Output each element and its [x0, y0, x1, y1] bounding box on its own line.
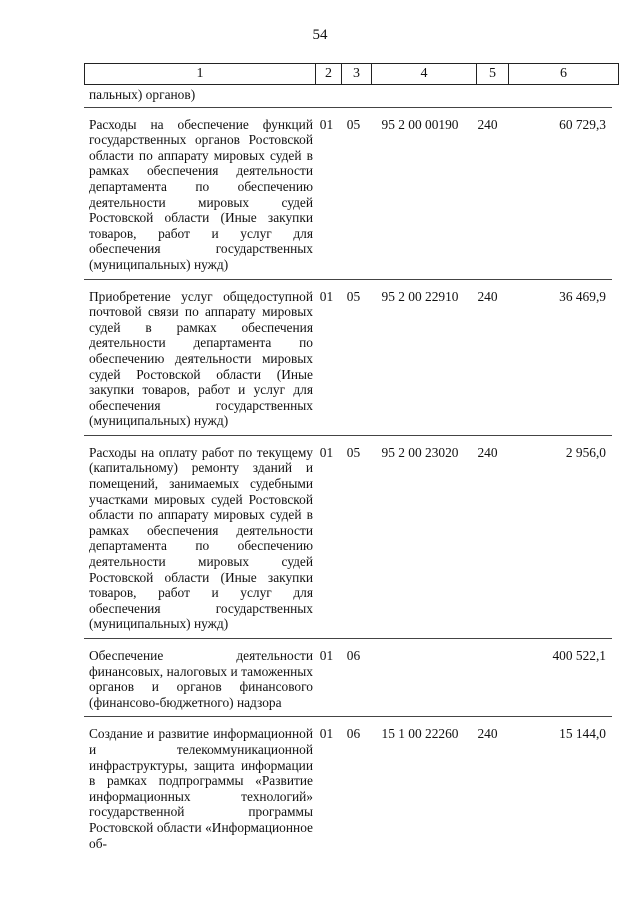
row-description: Расходы на обеспечение функций государственных органов Ростовской области по аппарату мировых судей в рамках обеспечения деятельности департамента по обеспечению деятельности мировых судей Ростовской области (Иные закупки товаров, работ и услуг для обеспечения государственных (муниципальных) нужд)	[89, 116, 313, 272]
header-col-2: 2	[316, 64, 342, 85]
row-pr: 06	[346, 726, 361, 742]
row-amount: 400 522,1	[552, 648, 606, 663]
row-description: Приобретение услуг общедоступной почтовой связи по аппарату мировых судей в рамках обеспечения деятельности департамента по обеспечению деятельности мировых судей Ростовской области (Иные закупки товаров, работ и услуг для обеспечения государственных (муниципальных) нужд)	[89, 288, 313, 429]
row-amount: 15 144,0	[559, 726, 606, 742]
page-number: 54	[312, 27, 328, 43]
row-csr: 95 2 00 23020	[381, 444, 459, 460]
row-csr: 95 2 00 00190	[381, 116, 459, 132]
row-vr: 240	[477, 444, 498, 460]
row-rz: 01	[319, 648, 334, 663]
row-pr: 06	[346, 648, 361, 663]
row-csr: 95 2 00 22910	[381, 288, 459, 304]
table-row	[84, 279, 612, 435]
table-row	[84, 107, 612, 279]
row-vr: 240	[477, 288, 498, 304]
row-amount: 60 729,3	[559, 116, 606, 132]
row-vr	[472, 639, 503, 648]
row-csr: 15 1 00 22260	[381, 726, 459, 742]
row-pr: 05	[346, 116, 361, 132]
row-rz: 01	[319, 288, 334, 304]
row-rz: 01	[319, 726, 334, 742]
header-col-5: 5	[477, 64, 509, 85]
row-vr: 240	[477, 726, 498, 742]
row-amount: 36 469,9	[559, 288, 606, 304]
row-description: Расходы на оплату работ по текущему (капитальному) ремонту зданий и помещений, занимаемых судебными участками мировых судей Ростовской области по аппарату мировых судей в рамках обеспечения деятельности департамента по обеспечению деятельности мировых судей Ростовской области (Иные закупки товаров, работ и услуг для обеспечения государственных (муниципальных) нужд)	[89, 444, 313, 632]
row-description: Обеспечение деятельности финансовых, налоговых и таможенных органов и органов финансового (финансово-бюджетного) надзора	[89, 648, 313, 710]
budget-table	[84, 87, 612, 857]
row-vr: 240	[477, 116, 498, 132]
row-pr: 05	[346, 444, 361, 460]
table-row	[84, 639, 612, 717]
table-row-continuation	[84, 87, 612, 107]
continuation-text: пальных) органов)	[89, 87, 196, 102]
header-col-3: 3	[342, 64, 372, 85]
table-row	[84, 435, 612, 638]
row-description: Создание и развитие информационной и телекоммуникационной инфраструктуры, защита информации в рамках подпрограммы «Развитие информационных технологий» государственной программы Ростовской области «Информационное об-	[89, 726, 313, 851]
row-pr: 05	[346, 288, 361, 304]
header-col-4: 4	[372, 64, 477, 85]
row-rz: 01	[319, 444, 334, 460]
header-col-6: 6	[509, 64, 619, 85]
table-row	[84, 717, 612, 857]
row-rz: 01	[319, 116, 334, 132]
row-amount: 2 956,0	[565, 444, 606, 460]
table-header	[84, 63, 619, 85]
header-col-1: 1	[85, 64, 316, 85]
row-csr	[368, 639, 472, 648]
